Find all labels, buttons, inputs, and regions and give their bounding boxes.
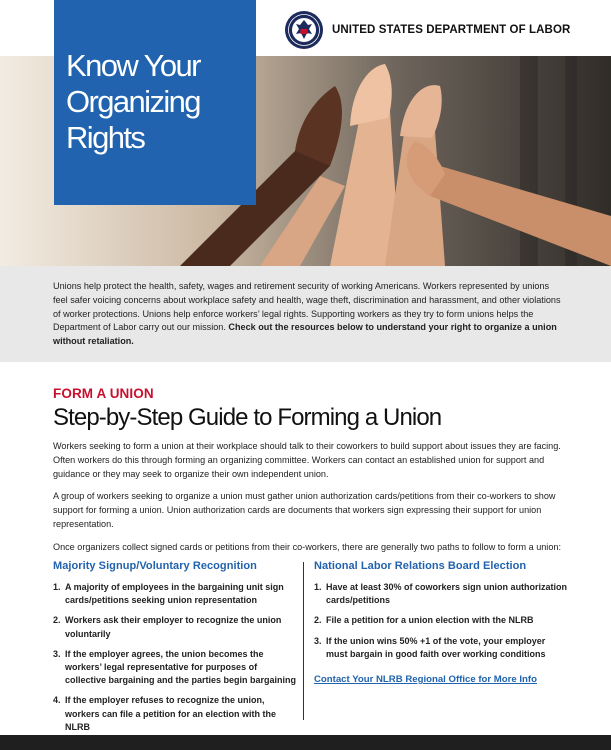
paragraph-organizing: Workers seeking to form a union at their workplace should talk to their coworkers to build support about issues they are facing. Often workers do this through forming an organizing committee. Workers can contact an established union for support and guidance or they may seek to organize their own independent union. xyxy=(53,441,561,479)
path-title-nlrb: National Labor Relations Board Election xyxy=(314,560,527,572)
guide-title: Step-by-Step Guide to Forming a Union xyxy=(53,404,442,431)
intro-bold-text: Check out the resources below to understand your right to organize a union without retaliation. xyxy=(53,322,557,347)
intro-section xyxy=(0,266,611,362)
path-nlrb-election xyxy=(314,560,569,687)
list-item: 3. If the union wins 50% +1 of the vote, your employer must bargain in good faith over working conditions xyxy=(314,635,546,659)
nlrb-regional-office-link[interactable]: Contact Your NLRB Regional Office for More Info xyxy=(314,674,537,686)
section-eyebrow: FORM A UNION xyxy=(53,386,154,401)
list-item: 1. Have at least 30% of coworkers sign union authorization cards/petitions xyxy=(314,582,568,606)
path-title-voluntary: Majority Signup/Voluntary Recognition xyxy=(53,560,257,572)
nlrb-steps-list xyxy=(314,581,569,661)
intro-paragraph xyxy=(53,280,561,349)
voluntary-steps-list xyxy=(53,581,298,734)
dol-logo xyxy=(284,8,570,52)
paragraph-authorization-cards: A group of workers seeking to organize a union must gather union authorization cards/petitions from their co-workers to show support for forming a union. Union authorization cards are documents that workers sign expressing their support for union representation. xyxy=(53,491,556,529)
title-line-2: Organizing xyxy=(66,84,200,119)
paragraph-two-paths: Once organizers collect signed cards or petitions from their co-workers, there are generally two paths to follow to form a union: xyxy=(53,541,561,552)
agency-name: UNITED STATES DEPARTMENT OF LABOR xyxy=(332,24,571,36)
intro-text: Unions help protect the health, safety, wages and retirement security of working Americans. Workers represented by unions feel safer voicing concerns about workplace safety and health, wage theft, discrimination and harassment, and other violations of worker protections. Unions help enforce workers’ legal rights. Supporting workers as they try to form unions helps the Department of Labor carry out our mission. xyxy=(53,281,561,333)
list-item: 4. If the employer refuses to recognize the union, workers can file a petition for an election with the NLRB xyxy=(53,695,277,732)
title-box xyxy=(54,0,256,205)
hero-header xyxy=(0,0,611,266)
list-item: 3. If the employer agrees, the union becomes the workers’ legal representative for purposes of collective bargaining and the parties begin bargaining xyxy=(53,648,297,686)
dol-seal-icon xyxy=(284,10,324,50)
path-voluntary-recognition xyxy=(53,560,298,741)
column-divider xyxy=(303,562,304,720)
title-line-1: Know Your xyxy=(66,48,200,83)
list-item: 2. File a petition for a union election with the NLRB xyxy=(314,615,534,626)
list-item: 2. Workers ask their employer to recognize the union voluntarily xyxy=(53,615,282,639)
title-line-3: Rights xyxy=(66,120,145,155)
paths-columns xyxy=(53,560,573,732)
list-item: 1. A majority of employees in the bargaining unit sign cards/petitions seeking union representation xyxy=(53,582,284,606)
main-content xyxy=(53,386,573,555)
footer-bar xyxy=(0,735,611,750)
